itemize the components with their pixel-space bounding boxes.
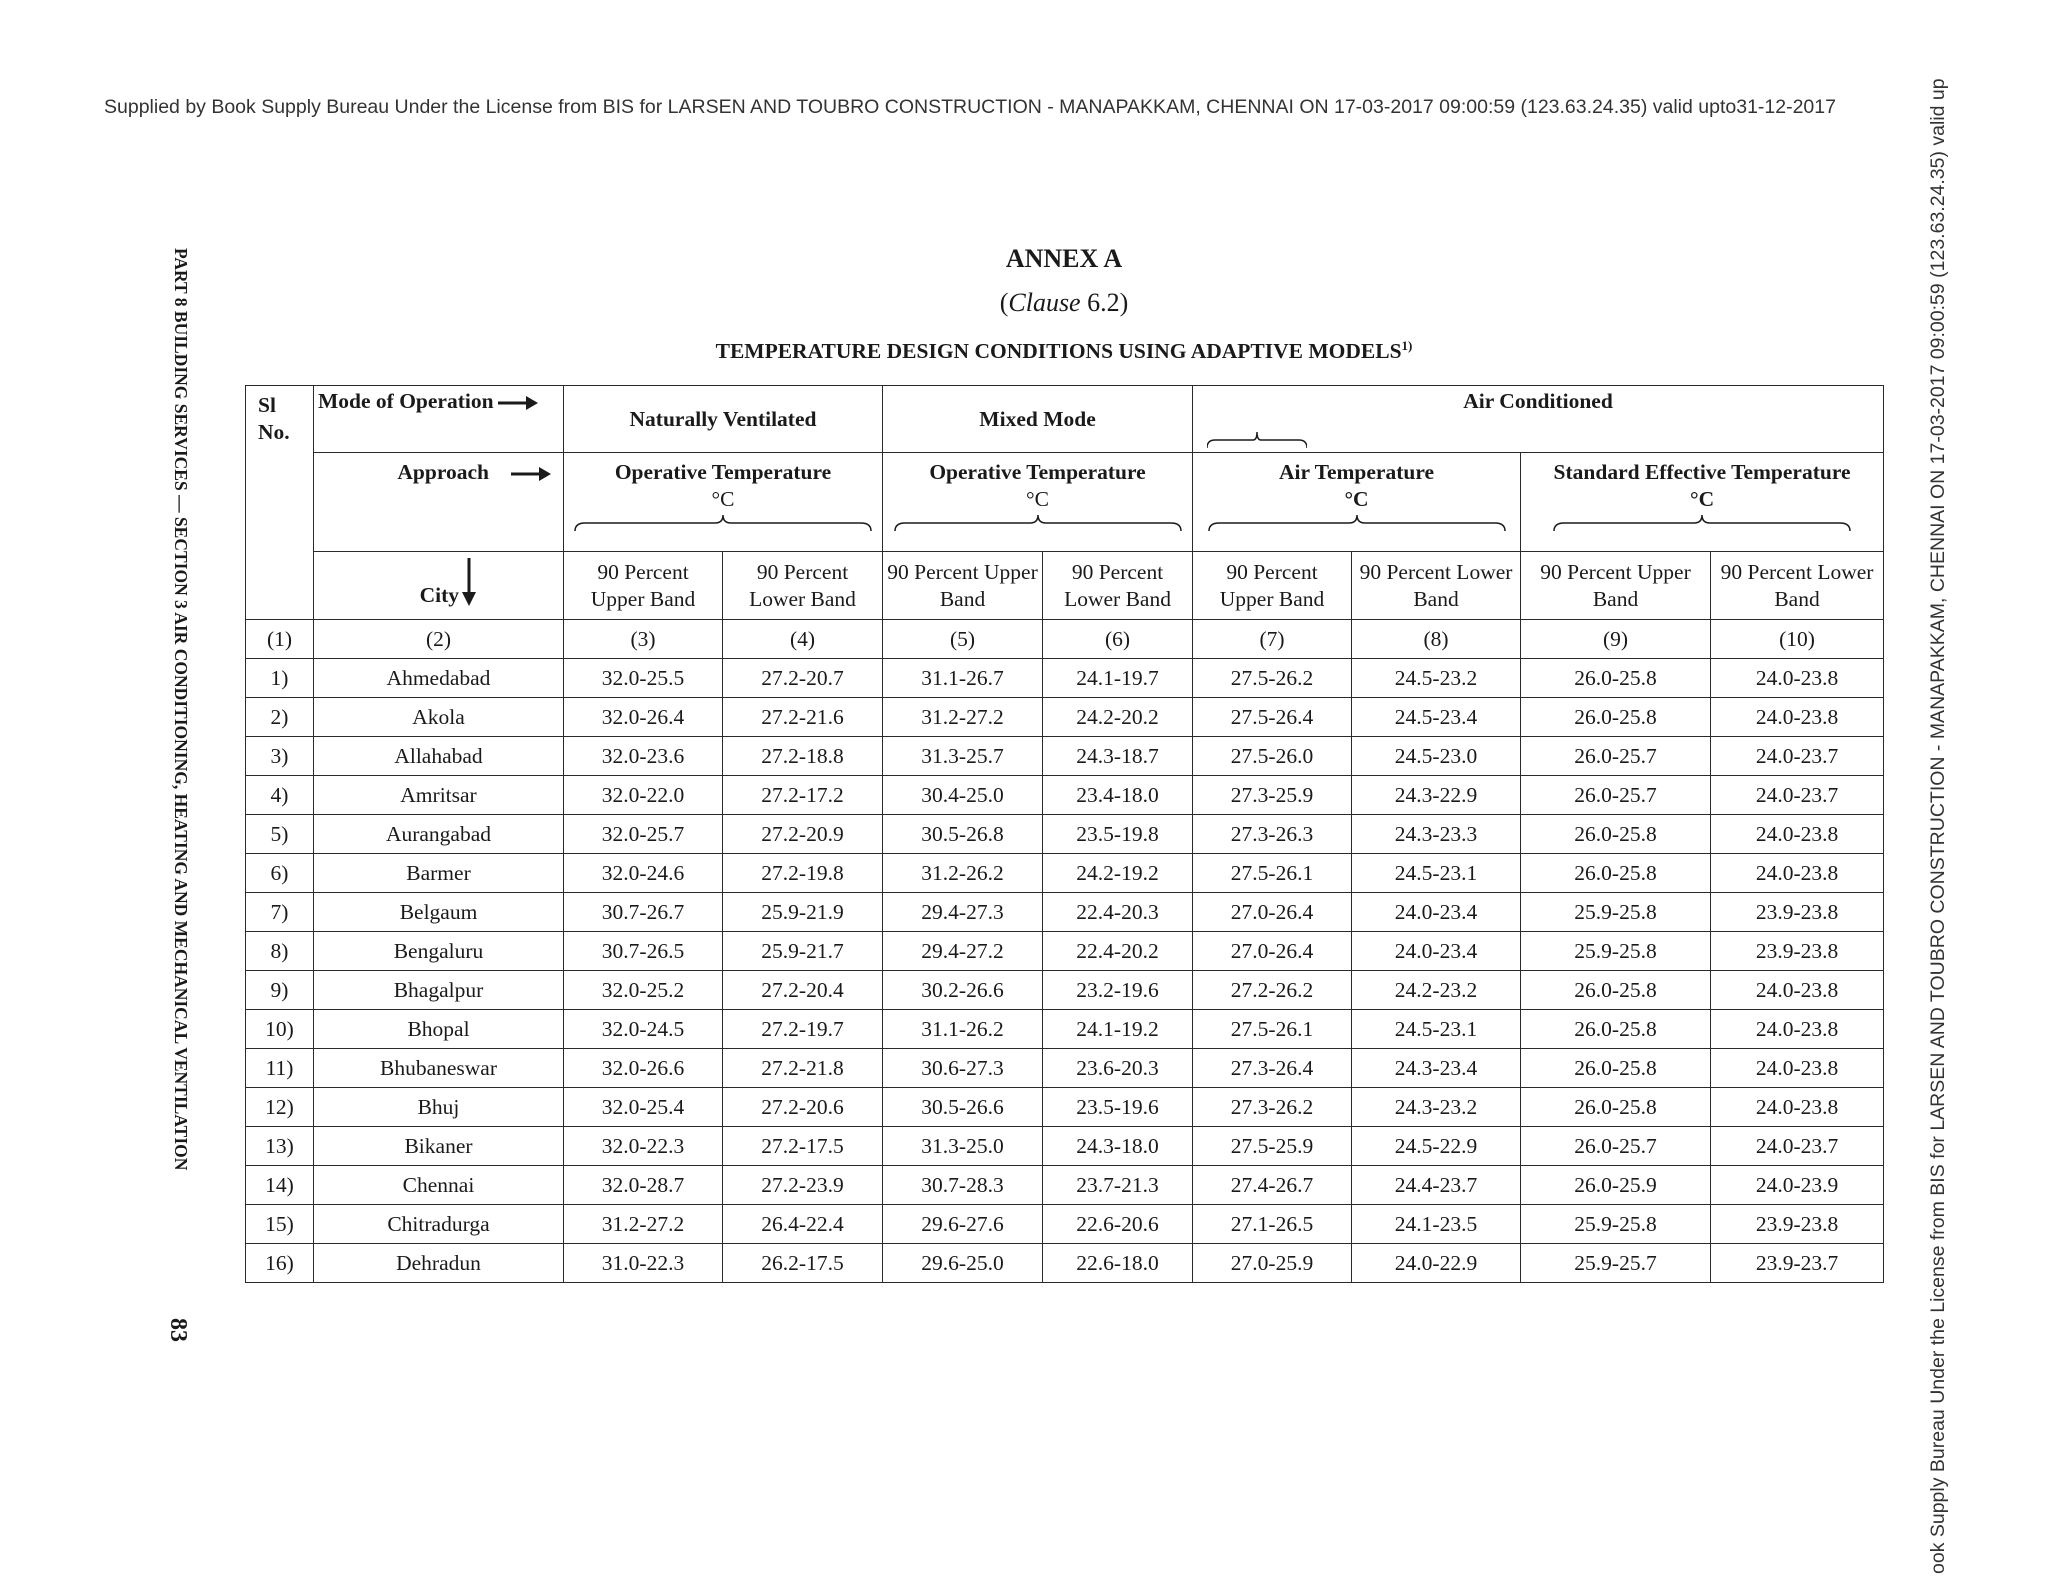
page-number: 83 xyxy=(165,1318,191,1342)
temperature-cell: 31.1-26.2 xyxy=(883,1010,1043,1049)
city-cell: Bengaluru xyxy=(314,932,564,971)
sl-no-cell: 13) xyxy=(246,1127,314,1166)
temperature-cell: 26.0-25.8 xyxy=(1521,815,1711,854)
temperature-cell: 23.7-21.3 xyxy=(1043,1166,1193,1205)
temperature-cell: 24.5-23.2 xyxy=(1352,659,1521,698)
temperature-cell: 24.0-23.8 xyxy=(1711,1049,1884,1088)
temperature-cell: 27.2-19.8 xyxy=(723,854,883,893)
standard-effective-temperature-header xyxy=(1521,453,1884,552)
temperature-cell: 24.0-23.8 xyxy=(1711,1010,1884,1049)
set-label: Standard Effective Temperature xyxy=(1553,460,1851,484)
nv-unit: °C xyxy=(711,486,735,511)
temperature-cell: 24.0-23.8 xyxy=(1711,1088,1884,1127)
table-title xyxy=(0,338,2048,364)
temperature-cell: 24.5-23.1 xyxy=(1352,854,1521,893)
mm-operative-temperature-label: Operative Temperature xyxy=(929,460,1146,484)
city-cell: Dehradun xyxy=(314,1244,564,1283)
temperature-cell: 30.7-26.7 xyxy=(564,893,723,932)
temperature-cell: 23.5-19.6 xyxy=(1043,1088,1193,1127)
temperature-cell: 32.0-26.4 xyxy=(564,698,723,737)
temperature-cell: 27.0-26.4 xyxy=(1193,932,1352,971)
clause-reference: (Clause 6.2) xyxy=(999,288,1129,317)
air-temperature-header xyxy=(1193,453,1521,552)
brace-icon xyxy=(573,513,873,533)
sl-no-cell: 4) xyxy=(246,776,314,815)
band-header: 90 Percent Upper Band xyxy=(564,552,723,620)
temperature-cell: 23.2-19.6 xyxy=(1043,971,1193,1010)
column-number: (1) xyxy=(246,620,314,659)
sl-no-cell: 7) xyxy=(246,893,314,932)
temperature-cell: 27.2-26.2 xyxy=(1193,971,1352,1010)
table-row xyxy=(246,659,1884,698)
brace-icon xyxy=(1552,513,1852,533)
temperature-cell: 30.6-27.3 xyxy=(883,1049,1043,1088)
nv-operative-temperature-label: Operative Temperature xyxy=(614,460,832,484)
temperature-cell: 32.0-24.6 xyxy=(564,854,723,893)
temperature-cell: 29.4-27.3 xyxy=(883,893,1043,932)
table-title-footnote: 1) xyxy=(1401,338,1413,353)
license-header: Supplied by Book Supply Bureau Under the License from BIS for LARSEN AND TOUBRO CONSTRUCTION - MANAPAKKAM, CHENNAI ON 17-03-2017 09:00:59 (123.63.24.35) valid upto31-12-2017 xyxy=(104,96,1836,118)
temperature-cell: 27.3-26.3 xyxy=(1193,815,1352,854)
clause-word: Clause xyxy=(1008,288,1081,317)
temperature-cell: 30.4-25.0 xyxy=(883,776,1043,815)
temperature-cell: 24.0-23.8 xyxy=(1711,659,1884,698)
sl-no-cell: 10) xyxy=(246,1010,314,1049)
nv-operative-temperature-header xyxy=(564,453,883,552)
temperature-cell: 24.0-23.8 xyxy=(1711,971,1884,1010)
temperature-cell: 32.0-23.6 xyxy=(564,737,723,776)
temperature-cell: 32.0-25.2 xyxy=(564,971,723,1010)
table-row xyxy=(246,1244,1884,1283)
sl-no-cell: 8) xyxy=(246,932,314,971)
temperature-cell: 30.7-26.5 xyxy=(564,932,723,971)
sl-no-cell: 3) xyxy=(246,737,314,776)
temperature-cell: 23.9-23.8 xyxy=(1711,932,1884,971)
table-row xyxy=(246,698,1884,737)
temperature-cell: 29.6-27.6 xyxy=(883,1205,1043,1244)
temperature-cell: 23.6-20.3 xyxy=(1043,1049,1193,1088)
temperature-cell: 27.5-26.1 xyxy=(1193,1010,1352,1049)
temperature-cell: 27.1-26.5 xyxy=(1193,1205,1352,1244)
temperature-cell: 26.4-22.4 xyxy=(723,1205,883,1244)
sl-no-cell: 14) xyxy=(246,1166,314,1205)
temperature-cell: 27.5-26.4 xyxy=(1193,698,1352,737)
mode-label: Mode of Operation xyxy=(318,389,494,413)
temperature-cell: 24.4-23.7 xyxy=(1352,1166,1521,1205)
temperature-cell: 24.1-19.7 xyxy=(1043,659,1193,698)
temperature-cell: 31.3-25.7 xyxy=(883,737,1043,776)
air-conditioned-header xyxy=(1193,386,1884,453)
band-header: 90 Percent Upper Band xyxy=(1193,552,1352,620)
temperature-cell: 24.0-23.4 xyxy=(1352,893,1521,932)
temperature-cell: 23.9-23.8 xyxy=(1711,893,1884,932)
column-number: (5) xyxy=(883,620,1043,659)
temperature-cell: 27.0-26.4 xyxy=(1193,893,1352,932)
city-cell: Ahmedabad xyxy=(314,659,564,698)
temperature-cell: 30.5-26.8 xyxy=(883,815,1043,854)
at-unit: °C xyxy=(1344,486,1369,511)
table-row xyxy=(246,1010,1884,1049)
brace-icon xyxy=(893,513,1183,533)
city-cell: Belgaum xyxy=(314,893,564,932)
temperature-cell: 29.4-27.2 xyxy=(883,932,1043,971)
temperature-cell: 27.2-21.8 xyxy=(723,1049,883,1088)
temperature-cell: 26.0-25.8 xyxy=(1521,854,1711,893)
table-title-text: TEMPERATURE DESIGN CONDITIONS USING ADAPTIVE MODELS xyxy=(715,339,1402,364)
temperature-cell: 32.0-22.0 xyxy=(564,776,723,815)
temperature-cell: 27.3-26.4 xyxy=(1193,1049,1352,1088)
temperature-cell: 27.2-21.6 xyxy=(723,698,883,737)
temperature-cell: 27.2-17.2 xyxy=(723,776,883,815)
table-row xyxy=(246,1205,1884,1244)
temperature-cell: 27.2-18.8 xyxy=(723,737,883,776)
mixed-mode-header: Mixed Mode xyxy=(883,386,1193,453)
temperature-cell: 30.7-28.3 xyxy=(883,1166,1043,1205)
license-side-note: ook Supply Bureau Under the License from BIS for LARSEN AND TOUBRO CONSTRUCTION - MANAPAKKAM, CHENNAI ON 17-03-2017 09:00:59 (123.63.24.35) valid up xyxy=(1927,78,1949,1574)
temperature-cell: 26.0-25.7 xyxy=(1521,1127,1711,1166)
arrow-right-icon xyxy=(511,466,551,482)
temperature-cell: 24.0-23.4 xyxy=(1352,932,1521,971)
city-cell: Bhagalpur xyxy=(314,971,564,1010)
temperature-cell: 26.0-25.8 xyxy=(1521,659,1711,698)
column-number: (7) xyxy=(1193,620,1352,659)
temperature-cell: 27.5-25.9 xyxy=(1193,1127,1352,1166)
city-cell: Barmer xyxy=(314,854,564,893)
temperature-cell: 31.2-27.2 xyxy=(564,1205,723,1244)
city-cell: Bhuj xyxy=(314,1088,564,1127)
column-number: (9) xyxy=(1521,620,1711,659)
mm-unit: °C xyxy=(1026,486,1049,511)
temperature-cell: 26.0-25.8 xyxy=(1521,1010,1711,1049)
temperature-cell: 32.0-24.5 xyxy=(564,1010,723,1049)
clause-number: 6.2 xyxy=(1087,288,1120,317)
temperature-cell: 26.0-25.7 xyxy=(1521,776,1711,815)
temperature-cell: 22.6-20.6 xyxy=(1043,1205,1193,1244)
city-cell: Bhubaneswar xyxy=(314,1049,564,1088)
temperature-cell: 26.0-25.8 xyxy=(1521,698,1711,737)
brace-icon xyxy=(1207,513,1507,533)
temperature-cell: 32.0-26.6 xyxy=(564,1049,723,1088)
mm-operative-temperature-header xyxy=(883,453,1193,552)
column-number: (3) xyxy=(564,620,723,659)
temperature-cell: 24.0-23.8 xyxy=(1711,815,1884,854)
temperature-cell: 25.9-25.7 xyxy=(1521,1244,1711,1283)
temperature-cell: 32.0-25.7 xyxy=(564,815,723,854)
temperature-cell: 24.5-23.4 xyxy=(1352,698,1521,737)
annex-title: ANNEX A xyxy=(1005,244,1123,273)
city-cell: Allahabad xyxy=(314,737,564,776)
temperature-cell: 24.3-18.7 xyxy=(1043,737,1193,776)
arrow-down-icon xyxy=(461,558,477,606)
temperature-cell: 24.5-23.0 xyxy=(1352,737,1521,776)
temperature-cell: 24.5-22.9 xyxy=(1352,1127,1521,1166)
column-number: (10) xyxy=(1711,620,1884,659)
temperature-cell: 26.2-17.5 xyxy=(723,1244,883,1283)
running-section-title: PART 8 BUILDING SERVICES — SECTION 3 AIR CONDITIONING, HEATING AND MECHANICAL VENTILATION xyxy=(171,248,191,1171)
temperature-cell: 25.9-25.8 xyxy=(1521,1205,1711,1244)
sl-no-cell: 9) xyxy=(246,971,314,1010)
temperature-cell: 25.9-21.7 xyxy=(723,932,883,971)
temperature-cell: 24.0-23.7 xyxy=(1711,776,1884,815)
temperature-cell: 26.0-25.8 xyxy=(1521,971,1711,1010)
band-header: 90 Percent Upper Band xyxy=(1521,552,1711,620)
set-unit: °C xyxy=(1689,486,1715,511)
sl-no-cell: 6) xyxy=(246,854,314,893)
temperature-cell: 27.0-25.9 xyxy=(1193,1244,1352,1283)
temperature-cell: 26.0-25.8 xyxy=(1521,1049,1711,1088)
temperature-cell: 24.0-23.8 xyxy=(1711,698,1884,737)
temperature-cell: 31.0-22.3 xyxy=(564,1244,723,1283)
temperature-cell: 27.2-23.9 xyxy=(723,1166,883,1205)
temperature-cell: 31.2-26.2 xyxy=(883,854,1043,893)
temperature-cell: 24.3-23.2 xyxy=(1352,1088,1521,1127)
temperature-cell: 26.0-25.8 xyxy=(1521,1088,1711,1127)
naturally-ventilated-header: Naturally Ventilated xyxy=(564,386,883,453)
table-row xyxy=(246,776,1884,815)
temperature-cell: 29.6-25.0 xyxy=(883,1244,1043,1283)
table-row xyxy=(246,1166,1884,1205)
temperature-cell: 23.4-18.0 xyxy=(1043,776,1193,815)
mode-of-operation-header xyxy=(314,386,564,453)
city-cell: Chennai xyxy=(314,1166,564,1205)
city-cell: Chitradurga xyxy=(314,1205,564,1244)
temperature-cell: 24.3-22.9 xyxy=(1352,776,1521,815)
city-label: City xyxy=(419,583,459,607)
city-cell: Amritsar xyxy=(314,776,564,815)
temperature-cell: 24.2-20.2 xyxy=(1043,698,1193,737)
temperature-cell: 27.2-20.4 xyxy=(723,971,883,1010)
arrow-right-icon xyxy=(498,395,538,411)
column-number: (6) xyxy=(1043,620,1193,659)
band-header: 90 Percent Lower Band xyxy=(1043,552,1193,620)
temperature-cell: 24.0-23.8 xyxy=(1711,854,1884,893)
temperature-cell: 30.5-26.6 xyxy=(883,1088,1043,1127)
temperature-cell: 24.2-23.2 xyxy=(1352,971,1521,1010)
table-row xyxy=(246,893,1884,932)
temperature-cell: 27.2-17.5 xyxy=(723,1127,883,1166)
column-number-row xyxy=(246,620,1884,659)
sl-no-cell: 16) xyxy=(246,1244,314,1283)
temperature-cell: 30.2-26.6 xyxy=(883,971,1043,1010)
sl-no-cell: 15) xyxy=(246,1205,314,1244)
temperature-cell: 31.2-27.2 xyxy=(883,698,1043,737)
temperature-cell: 22.4-20.2 xyxy=(1043,932,1193,971)
sl-no-cell: 1) xyxy=(246,659,314,698)
sl-no-cell: 5) xyxy=(246,815,314,854)
temperature-cell: 31.1-26.7 xyxy=(883,659,1043,698)
temperature-cell: 24.3-18.0 xyxy=(1043,1127,1193,1166)
approach-label: Approach xyxy=(397,460,489,484)
temperature-cell: 25.9-25.8 xyxy=(1521,932,1711,971)
air-temperature-label: Air Temperature xyxy=(1278,460,1435,484)
table-row xyxy=(246,737,1884,776)
temperature-cell: 23.5-19.8 xyxy=(1043,815,1193,854)
temperature-cell: 31.3-25.0 xyxy=(883,1127,1043,1166)
temperature-cell: 27.2-19.7 xyxy=(723,1010,883,1049)
table-row xyxy=(246,815,1884,854)
temperature-cell: 24.5-23.1 xyxy=(1352,1010,1521,1049)
column-number: (8) xyxy=(1352,620,1521,659)
temperature-cell: 32.0-28.7 xyxy=(564,1166,723,1205)
temperature-cell: 23.9-23.7 xyxy=(1711,1244,1884,1283)
temperature-cell: 25.9-21.9 xyxy=(723,893,883,932)
temperature-cell: 23.9-23.8 xyxy=(1711,1205,1884,1244)
band-header: 90 Percent Lower Band xyxy=(723,552,883,620)
city-cell: Aurangabad xyxy=(314,815,564,854)
temperature-design-table xyxy=(245,385,1884,1283)
temperature-cell: 32.0-25.4 xyxy=(564,1088,723,1127)
table-row xyxy=(246,1127,1884,1166)
temperature-cell: 24.0-23.7 xyxy=(1711,737,1884,776)
table-row xyxy=(246,1049,1884,1088)
table-row xyxy=(246,1088,1884,1127)
column-number: (2) xyxy=(314,620,564,659)
brace-icon xyxy=(1207,430,1307,450)
temperature-cell: 27.2-20.7 xyxy=(723,659,883,698)
temperature-cell: 24.0-23.9 xyxy=(1711,1166,1884,1205)
temperature-cell: 27.5-26.0 xyxy=(1193,737,1352,776)
sl-no-cell: 11) xyxy=(246,1049,314,1088)
column-number: (4) xyxy=(723,620,883,659)
temperature-cell: 32.0-25.5 xyxy=(564,659,723,698)
temperature-cell: 22.4-20.3 xyxy=(1043,893,1193,932)
temperature-cell: 24.2-19.2 xyxy=(1043,854,1193,893)
city-header xyxy=(314,552,564,620)
table-row xyxy=(246,932,1884,971)
table-row xyxy=(246,971,1884,1010)
temperature-cell: 27.4-26.7 xyxy=(1193,1166,1352,1205)
temperature-cell: 24.3-23.3 xyxy=(1352,815,1521,854)
temperature-cell: 27.2-20.6 xyxy=(723,1088,883,1127)
city-cell: Akola xyxy=(314,698,564,737)
approach-header xyxy=(314,453,564,552)
sl-no-cell: 2) xyxy=(246,698,314,737)
temperature-cell: 25.9-25.8 xyxy=(1521,893,1711,932)
band-header: 90 Percent Upper Band xyxy=(883,552,1043,620)
air-conditioned-label: Air Conditioned xyxy=(1463,389,1613,413)
temperature-cell: 27.2-20.9 xyxy=(723,815,883,854)
table-row xyxy=(246,854,1884,893)
band-header: 90 Percent Lower Band xyxy=(1711,552,1884,620)
temperature-cell: 26.0-25.7 xyxy=(1521,737,1711,776)
temperature-cell: 24.1-23.5 xyxy=(1352,1205,1521,1244)
temperature-cell: 24.1-19.2 xyxy=(1043,1010,1193,1049)
sl-no-cell: 12) xyxy=(246,1088,314,1127)
city-cell: Bikaner xyxy=(314,1127,564,1166)
temperature-cell: 27.5-26.2 xyxy=(1193,659,1352,698)
temperature-cell: 27.3-25.9 xyxy=(1193,776,1352,815)
temperature-cell: 27.3-26.2 xyxy=(1193,1088,1352,1127)
temperature-cell: 27.5-26.1 xyxy=(1193,854,1352,893)
city-cell: Bhopal xyxy=(314,1010,564,1049)
band-header: 90 Percent Lower Band xyxy=(1352,552,1521,620)
temperature-cell: 22.6-18.0 xyxy=(1043,1244,1193,1283)
sl-no-header: Sl No. xyxy=(246,386,314,620)
temperature-cell: 24.3-23.4 xyxy=(1352,1049,1521,1088)
temperature-cell: 24.0-23.7 xyxy=(1711,1127,1884,1166)
temperature-cell: 24.0-22.9 xyxy=(1352,1244,1521,1283)
temperature-cell: 32.0-22.3 xyxy=(564,1127,723,1166)
temperature-cell: 26.0-25.9 xyxy=(1521,1166,1711,1205)
